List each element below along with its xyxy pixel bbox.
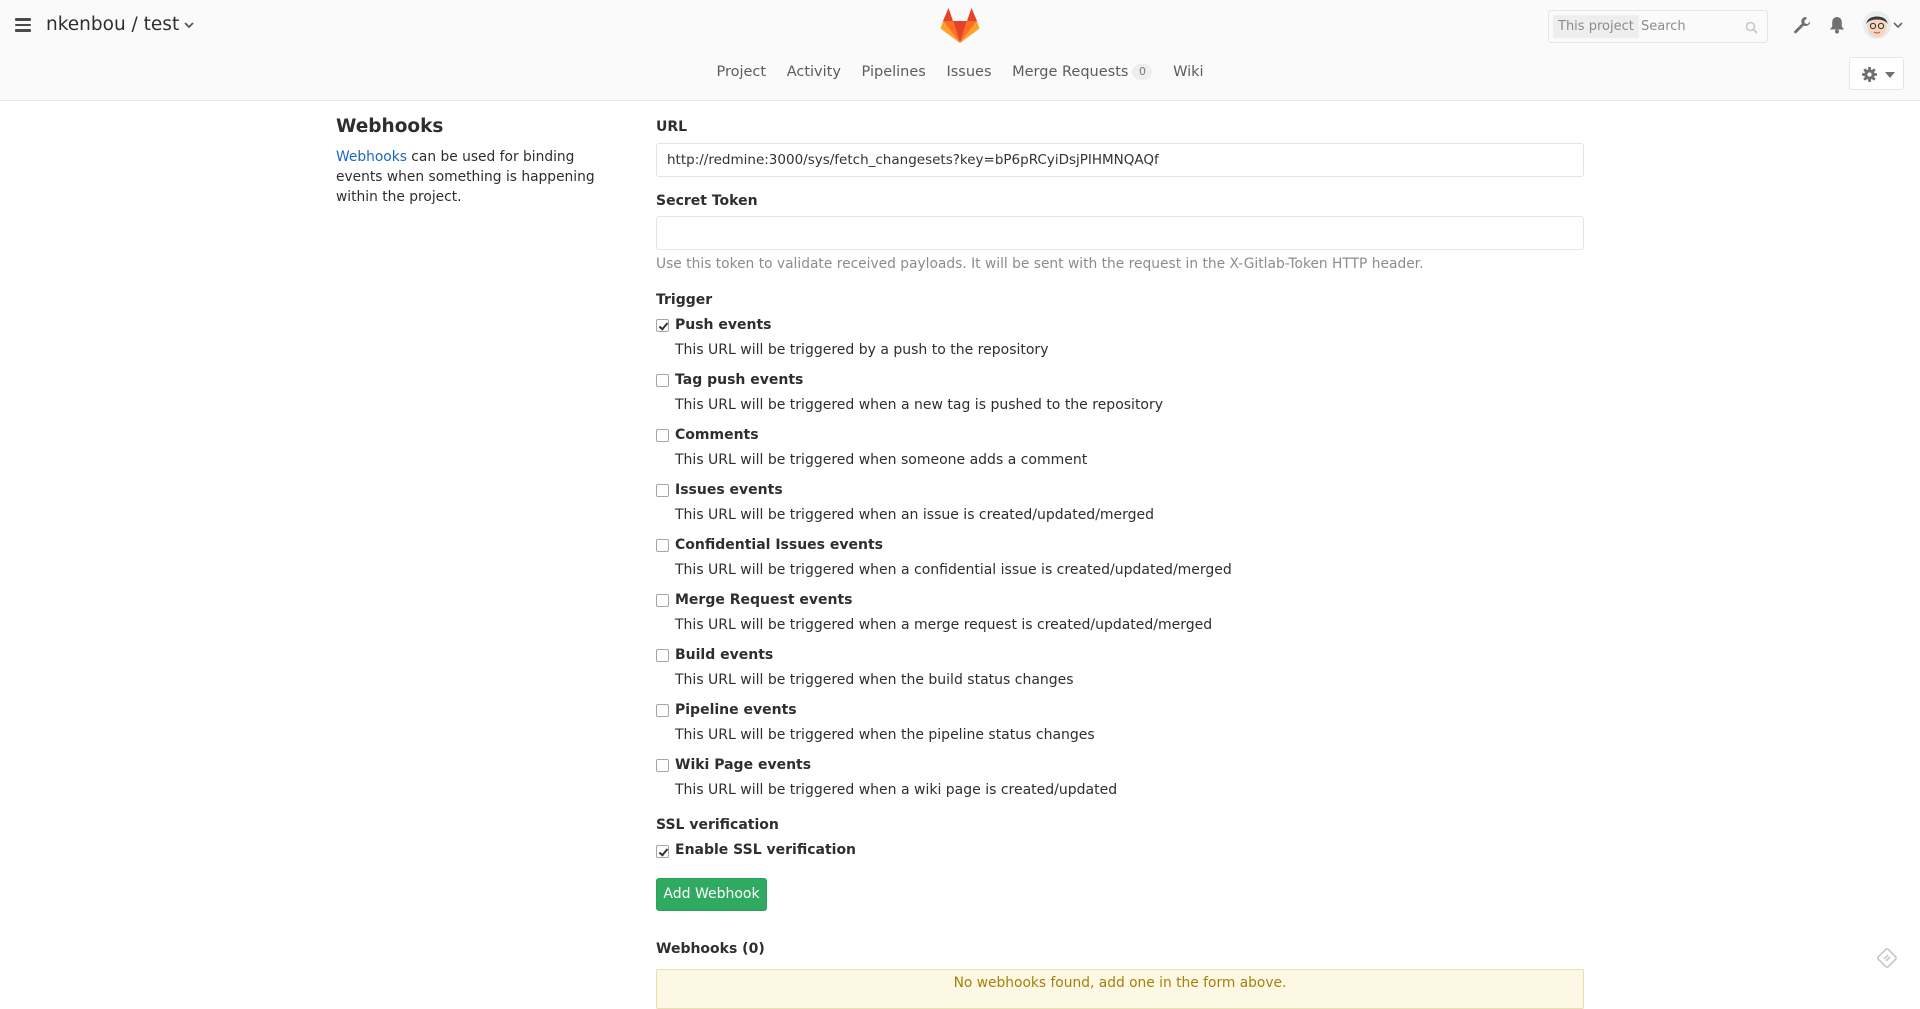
push-events-checkbox[interactable] xyxy=(656,319,669,332)
chevron-down-icon[interactable] xyxy=(184,21,194,29)
search-box[interactable] xyxy=(1548,10,1768,43)
confidential-issues-events-label[interactable]: Confidential Issues events xyxy=(675,537,883,553)
confidential-issues-events-desc: This URL will be triggered when a confidential issue is created/updated/merged xyxy=(675,562,1232,578)
page-description-text: can be used for binding events when something is happening within the project. xyxy=(336,149,595,205)
ssl-verification-label: SSL verification xyxy=(656,817,779,833)
chevron-down-icon[interactable] xyxy=(1893,21,1903,29)
secret-token-help: Use this token to validate received payloads. It will be sent with the request in the X-Gitlab-Token HTTP header. xyxy=(656,256,1424,272)
pipeline-events-label[interactable]: Pipeline events xyxy=(675,702,797,718)
top-header xyxy=(0,0,1920,101)
settings-dropdown-button[interactable] xyxy=(1849,57,1904,90)
issues-events-desc: This URL will be triggered when an issue is created/updated/merged xyxy=(675,507,1155,523)
gitlab-logo-icon[interactable] xyxy=(940,7,980,45)
webhooks-doc-link[interactable]: Webhooks xyxy=(336,149,407,165)
tag-push-events-checkbox[interactable] xyxy=(656,374,669,387)
issues-events-checkbox[interactable] xyxy=(656,484,669,497)
search-input[interactable]: Search xyxy=(1641,19,1686,34)
no-webhooks-message: No webhooks found, add one in the form above. xyxy=(656,969,1584,1009)
merge-requests-count-badge: 0 xyxy=(1132,64,1152,80)
url-label: URL xyxy=(656,119,688,135)
merge-request-events-checkbox[interactable] xyxy=(656,594,669,607)
issues-events-label[interactable]: Issues events xyxy=(675,482,783,498)
add-webhook-button[interactable]: Add Webhook xyxy=(656,878,767,911)
merge-request-events-desc: This URL will be triggered when a merge request is created/updated/merged xyxy=(675,617,1213,633)
page-title: Webhooks xyxy=(336,116,444,137)
tag-push-events-desc: This URL will be triggered when a new tag is pushed to the repository xyxy=(675,397,1164,413)
comments-desc: This URL will be triggered when someone adds a comment xyxy=(675,452,1088,468)
build-events-desc: This URL will be triggered when the build status changes xyxy=(675,672,1074,688)
nav-issues[interactable]: Issues xyxy=(946,64,992,80)
search-icon[interactable] xyxy=(1745,21,1758,34)
wiki-page-events-label[interactable]: Wiki Page events xyxy=(675,757,812,773)
pipeline-events-checkbox[interactable] xyxy=(656,704,669,717)
search-scope-badge[interactable]: This project xyxy=(1553,15,1639,38)
comments-checkbox[interactable] xyxy=(656,429,669,442)
page-description xyxy=(336,147,611,207)
wiki-page-events-checkbox[interactable] xyxy=(656,759,669,772)
avatar[interactable] xyxy=(1863,11,1891,39)
push-events-desc: This URL will be triggered by a push to the repository xyxy=(675,342,1049,358)
project-nav xyxy=(0,64,1920,86)
trigger-label: Trigger xyxy=(656,292,713,308)
nav-pipelines[interactable]: Pipelines xyxy=(861,64,926,80)
wrench-icon[interactable] xyxy=(1792,15,1812,35)
merge-request-events-label[interactable]: Merge Request events xyxy=(675,592,853,608)
webhooks-list-title: Webhooks (0) xyxy=(656,941,765,957)
caret-down-icon xyxy=(1885,72,1895,78)
project-title-text[interactable]: nkenbou / test xyxy=(46,14,180,35)
url-input[interactable]: http://redmine:3000/sys/fetch_changesets?key=bP6pRCyiDsjPIHMNQAQf xyxy=(656,143,1584,177)
project-title[interactable] xyxy=(46,13,194,37)
pipeline-events-desc: This URL will be triggered when the pipeline status changes xyxy=(675,727,1095,743)
push-events-label[interactable]: Push events xyxy=(675,317,772,333)
enable-ssl-checkbox[interactable] xyxy=(656,845,669,858)
secret-token-label: Secret Token xyxy=(656,193,758,209)
build-events-checkbox[interactable] xyxy=(656,649,669,662)
gear-icon xyxy=(1862,67,1877,82)
bell-icon[interactable] xyxy=(1827,15,1847,35)
wiki-page-events-desc: This URL will be triggered when a wiki page is created/updated xyxy=(675,782,1118,798)
nav-merge-requests[interactable] xyxy=(1012,64,1152,80)
confidential-issues-events-checkbox[interactable] xyxy=(656,539,669,552)
collapse-sidebar-icon[interactable] xyxy=(1876,947,1898,969)
nav-merge-requests-label[interactable]: Merge Requests xyxy=(1012,64,1129,80)
build-events-label[interactable]: Build events xyxy=(675,647,774,663)
secret-token-input[interactable] xyxy=(656,216,1584,250)
nav-activity[interactable]: Activity xyxy=(786,64,841,80)
nav-wiki[interactable]: Wiki xyxy=(1173,64,1204,80)
tag-push-events-label[interactable]: Tag push events xyxy=(675,372,804,388)
nav-project[interactable]: Project xyxy=(716,64,767,80)
comments-label[interactable]: Comments xyxy=(675,427,759,443)
enable-ssl-label[interactable]: Enable SSL verification xyxy=(675,842,857,858)
menu-icon[interactable] xyxy=(15,17,32,32)
